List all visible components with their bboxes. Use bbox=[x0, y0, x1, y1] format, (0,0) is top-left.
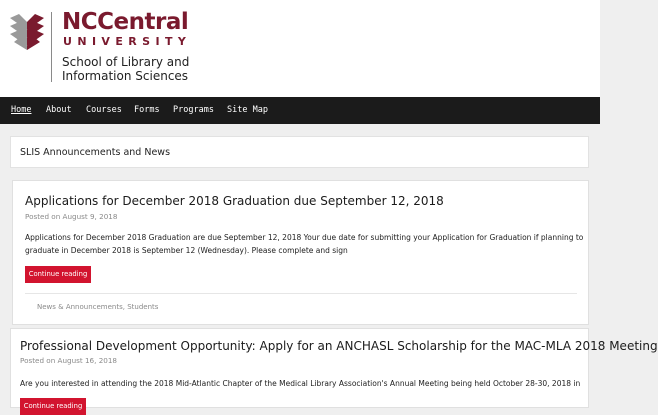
school-name-line1: School of Library and bbox=[62, 55, 190, 69]
post-divider bbox=[25, 293, 577, 294]
post-excerpt-line1: Are you interested in attending the 2018 Mid-Atlantic Chapter of the Medical Library Association's Annual Meeting being held October 28-30, 2018 in bbox=[20, 379, 581, 388]
post-title-link[interactable]: Professional Development Opportunity: Apply for an ANCHASL Scholarship for the MAC-MLA 2018 Meeting bbox=[20, 339, 658, 353]
nav-item-home[interactable]: Home bbox=[11, 105, 32, 115]
post-excerpt bbox=[20, 377, 586, 390]
category-link-news[interactable]: News & Announcements bbox=[37, 303, 123, 311]
post-card bbox=[12, 180, 589, 325]
main-nav bbox=[0, 97, 600, 124]
nav-item-site-map[interactable]: Site Map bbox=[227, 105, 268, 115]
site-header bbox=[0, 0, 600, 97]
post-categories bbox=[37, 303, 158, 311]
nccu-logo-icon[interactable] bbox=[10, 14, 44, 50]
logo-wordmark[interactable]: NCCentral bbox=[62, 9, 189, 35]
post-date[interactable]: Posted on August 9, 2018 bbox=[25, 212, 118, 221]
nav-item-forms[interactable]: Forms bbox=[134, 105, 160, 115]
nav-item-about[interactable]: About bbox=[46, 105, 72, 115]
school-name-line2: Information Sciences bbox=[62, 69, 189, 83]
page-title: SLIS Announcements and News bbox=[20, 147, 171, 158]
post-date[interactable]: Posted on August 16, 2018 bbox=[20, 356, 117, 365]
category-link-students[interactable]: Students bbox=[127, 303, 159, 311]
category-separator: , bbox=[122, 303, 128, 311]
post-excerpt bbox=[25, 231, 585, 257]
post-excerpt-line1: Applications for December 2018 Graduation are due September 12, 2018 Your due date for submitting your Application for Graduation if planning to bbox=[25, 233, 584, 242]
post-card bbox=[10, 328, 658, 410]
continue-reading-button[interactable]: Continue reading bbox=[25, 266, 91, 283]
nav-item-programs[interactable]: Programs bbox=[173, 105, 214, 115]
page-title-box bbox=[10, 136, 589, 168]
nav-item-courses[interactable]: Courses bbox=[86, 105, 122, 115]
post-excerpt-line2: graduate in December 2018 is September 12 (Wednesday). Please complete and sign bbox=[25, 246, 348, 255]
post-title-link[interactable]: Applications for December 2018 Graduation due September 12, 2018 bbox=[25, 194, 444, 208]
continue-reading-button[interactable]: Continue reading bbox=[20, 398, 86, 415]
logo-university: UNIVERSITY bbox=[63, 35, 192, 48]
logo-divider bbox=[51, 12, 52, 82]
school-name bbox=[62, 55, 202, 83]
